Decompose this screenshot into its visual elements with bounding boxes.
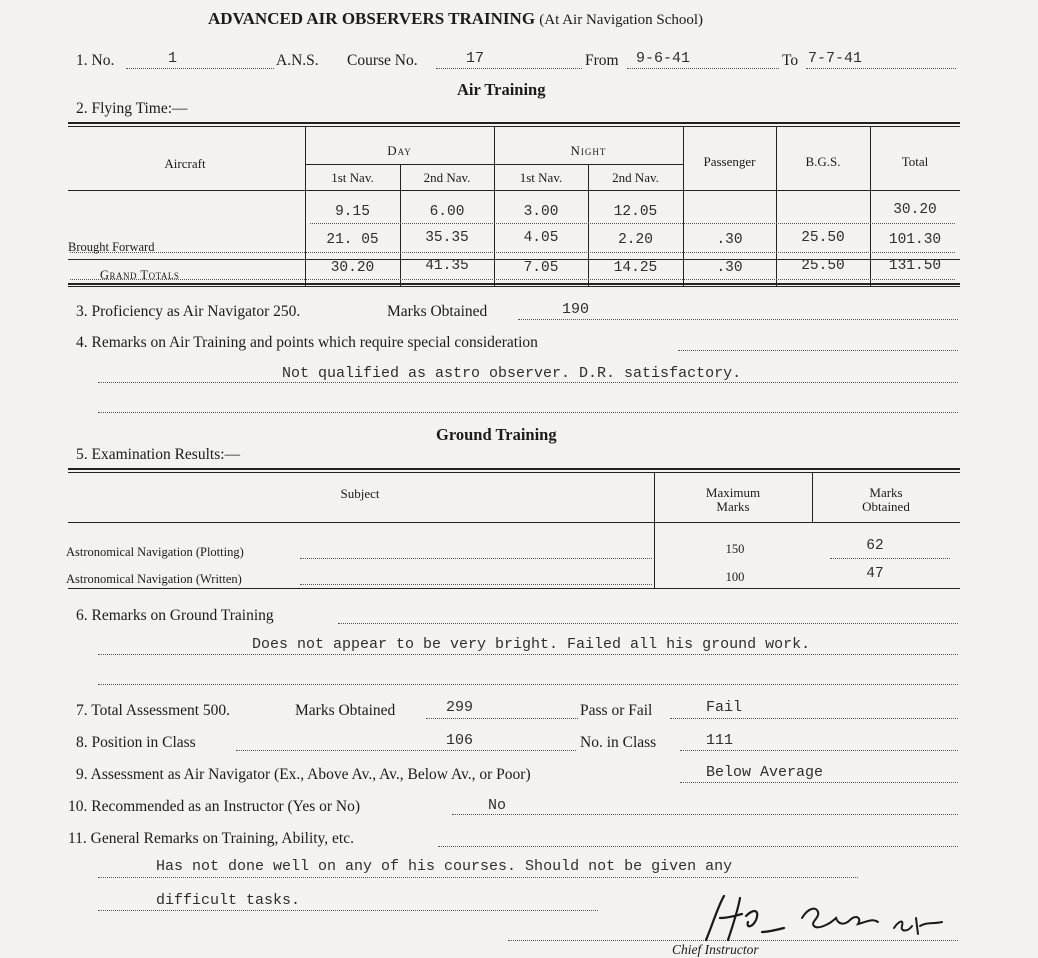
cell-night2: 12.05 <box>613 204 658 220</box>
item1-from-value: 9-6-41 <box>636 50 691 67</box>
dotted-line <box>680 750 958 751</box>
item6-remark: Does not appear to be very bright. Failed all his ground work. <box>252 636 811 653</box>
day-2nd-nav-header: 2nd Nav. <box>423 170 471 185</box>
dotted-line <box>310 223 955 224</box>
dotted-line <box>680 782 958 783</box>
cell-night1: 7.05 <box>523 260 559 276</box>
cell-day1: 9.15 <box>335 204 370 220</box>
cell-passenger: .30 <box>716 260 743 276</box>
table-rule <box>68 286 960 287</box>
flying-time-label: 2. Flying Time:— <box>76 100 188 117</box>
cell-night2: 14.25 <box>613 260 658 276</box>
max-marks-header-2: Marks <box>716 499 750 514</box>
ground-training-heading: Ground Training <box>436 425 557 444</box>
item4-remark: Not qualified as astro observer. D.R. satisfactory. <box>282 365 742 382</box>
item11-line1: Has not done well on any of his courses. Should not be given any <box>156 858 733 875</box>
exam-subject-plotting: Astronomical Navigation (Plotting) <box>66 545 244 559</box>
exam-max-plotting: 150 <box>725 542 745 556</box>
dotted-line <box>300 584 652 585</box>
table-rule <box>68 472 960 473</box>
title-text: ADVANCED AIR OBSERVERS TRAINING <box>208 9 536 28</box>
dotted-line <box>70 279 955 280</box>
cell-night1: 3.00 <box>523 204 559 220</box>
item1-to-label: To <box>782 52 799 69</box>
cell-bgs: 25.50 <box>801 258 845 274</box>
night-2nd-nav-header: 2nd Nav. <box>612 170 659 185</box>
item8-no-value: 111 <box>706 732 734 749</box>
item7-pass-value: Fail <box>706 699 743 716</box>
item8-no-label: No. in Class <box>580 734 657 751</box>
item7-marks-value: 299 <box>446 699 474 716</box>
item10-label: 10. Recommended as an Instructor (Yes or No) <box>68 798 361 815</box>
dotted-line <box>806 68 956 69</box>
marks-obtained-header-1: Marks <box>869 485 903 500</box>
dotted-line <box>338 623 958 624</box>
dotted-line <box>98 382 958 383</box>
item6-label: 6. Remarks on Ground Training <box>76 607 274 624</box>
cell-total: 131.50 <box>888 258 942 274</box>
exam-subject-written: Astronomical Navigation (Written) <box>66 572 242 586</box>
passenger-header: Passenger <box>703 154 756 169</box>
day-header: Day <box>387 143 412 158</box>
item1-from-label: From <box>585 52 619 69</box>
dotted-line <box>830 558 950 559</box>
item3-marks-value: 190 <box>562 301 590 318</box>
signature-caption: Chief Instructor <box>672 942 759 957</box>
cell-day2: 35.35 <box>425 230 469 246</box>
exam-max-written: 100 <box>725 570 745 584</box>
bgs-header: B.G.S. <box>805 154 841 169</box>
item8-position-value: 106 <box>446 732 474 749</box>
dotted-line <box>436 68 582 69</box>
row-label-brought-forward: Brought Forward <box>68 240 155 254</box>
exam-results-label: 5. Examination Results:— <box>76 446 241 463</box>
air-training-heading: Air Training <box>457 80 546 99</box>
cell-total: 101.30 <box>888 232 942 248</box>
dotted-line <box>670 718 958 719</box>
item11-label: 11. General Remarks on Training, Ability, etc. <box>68 830 354 847</box>
item4-label: 4. Remarks on Air Training and points which require special consideration <box>76 334 538 351</box>
night-header: Night <box>570 143 607 158</box>
cell-night1: 4.05 <box>523 230 559 246</box>
exam-obtained-plotting: 62 <box>866 538 884 554</box>
cell-day2: 6.00 <box>429 204 465 220</box>
aircraft-header: Aircraft <box>164 156 206 171</box>
item1-course-label: Course No. <box>347 52 418 69</box>
dotted-line <box>300 558 652 559</box>
item1-no-value: 1 <box>168 50 178 67</box>
marks-obtained-header-2: Obtained <box>862 499 910 514</box>
cell-total: 30.20 <box>893 202 937 218</box>
dotted-line <box>518 319 958 320</box>
table-rule <box>68 283 960 285</box>
dotted-line <box>438 846 958 847</box>
item3-marks-label: Marks Obtained <box>387 303 488 320</box>
item8-label: 8. Position in Class <box>76 734 196 751</box>
table-rule <box>68 190 960 191</box>
item1-to-value: 7-7-41 <box>808 50 863 67</box>
item7-pass-label: Pass or Fail <box>580 702 653 719</box>
item9-value: Below Average <box>706 764 824 781</box>
dotted-line <box>126 68 274 69</box>
subject-header: Subject <box>340 486 380 501</box>
cell-day1: 30.20 <box>330 260 375 276</box>
day-1st-nav-header: 1st Nav. <box>331 170 374 185</box>
item3-label: 3. Proficiency as Air Navigator 250. <box>76 303 301 320</box>
table-rule <box>68 122 960 124</box>
dotted-line <box>98 684 958 685</box>
dotted-line <box>98 654 958 655</box>
item1-label: 1. No. <box>76 52 115 69</box>
total-header: Total <box>901 154 929 169</box>
title-subtitle: (At Air Navigation School) <box>539 12 704 28</box>
item11-line2: difficult tasks. <box>156 892 301 909</box>
dotted-line <box>678 350 958 351</box>
item1-ans-label: A.N.S. <box>276 52 319 69</box>
item7-label: 7. Total Assessment 500. <box>76 702 231 719</box>
item9-label: 9. Assessment as Air Navigator (Ex., Above Av., Av., Below Av., or Poor) <box>76 766 531 783</box>
table-rule <box>68 522 960 523</box>
table-rule <box>68 126 960 127</box>
dotted-line <box>627 68 779 69</box>
dotted-line <box>452 814 958 815</box>
instructor-signature <box>698 888 958 948</box>
item10-value: No <box>488 797 507 814</box>
dotted-line <box>98 412 958 413</box>
cell-night2: 2.20 <box>618 232 653 248</box>
form-title <box>208 9 703 29</box>
dotted-line <box>426 718 578 719</box>
cell-day2: 41.35 <box>425 258 469 274</box>
dotted-line <box>98 910 598 911</box>
exam-obtained-written: 47 <box>866 566 884 582</box>
cell-bgs: 25.50 <box>801 230 845 246</box>
dotted-line <box>236 750 576 751</box>
dotted-line <box>70 252 955 253</box>
cell-passenger: .30 <box>716 232 743 248</box>
max-marks-header-1: Maximum <box>705 485 761 500</box>
row-label-grand-totals: Grand Totals <box>100 268 180 282</box>
table-rule <box>68 468 960 470</box>
cell-day1: 21. 05 <box>326 232 379 248</box>
night-1st-nav-header: 1st Nav. <box>519 170 563 185</box>
table-rule <box>68 588 960 589</box>
dotted-line <box>98 877 858 878</box>
item7-marks-label: Marks Obtained <box>295 702 396 719</box>
item1-course-value: 17 <box>466 50 485 67</box>
